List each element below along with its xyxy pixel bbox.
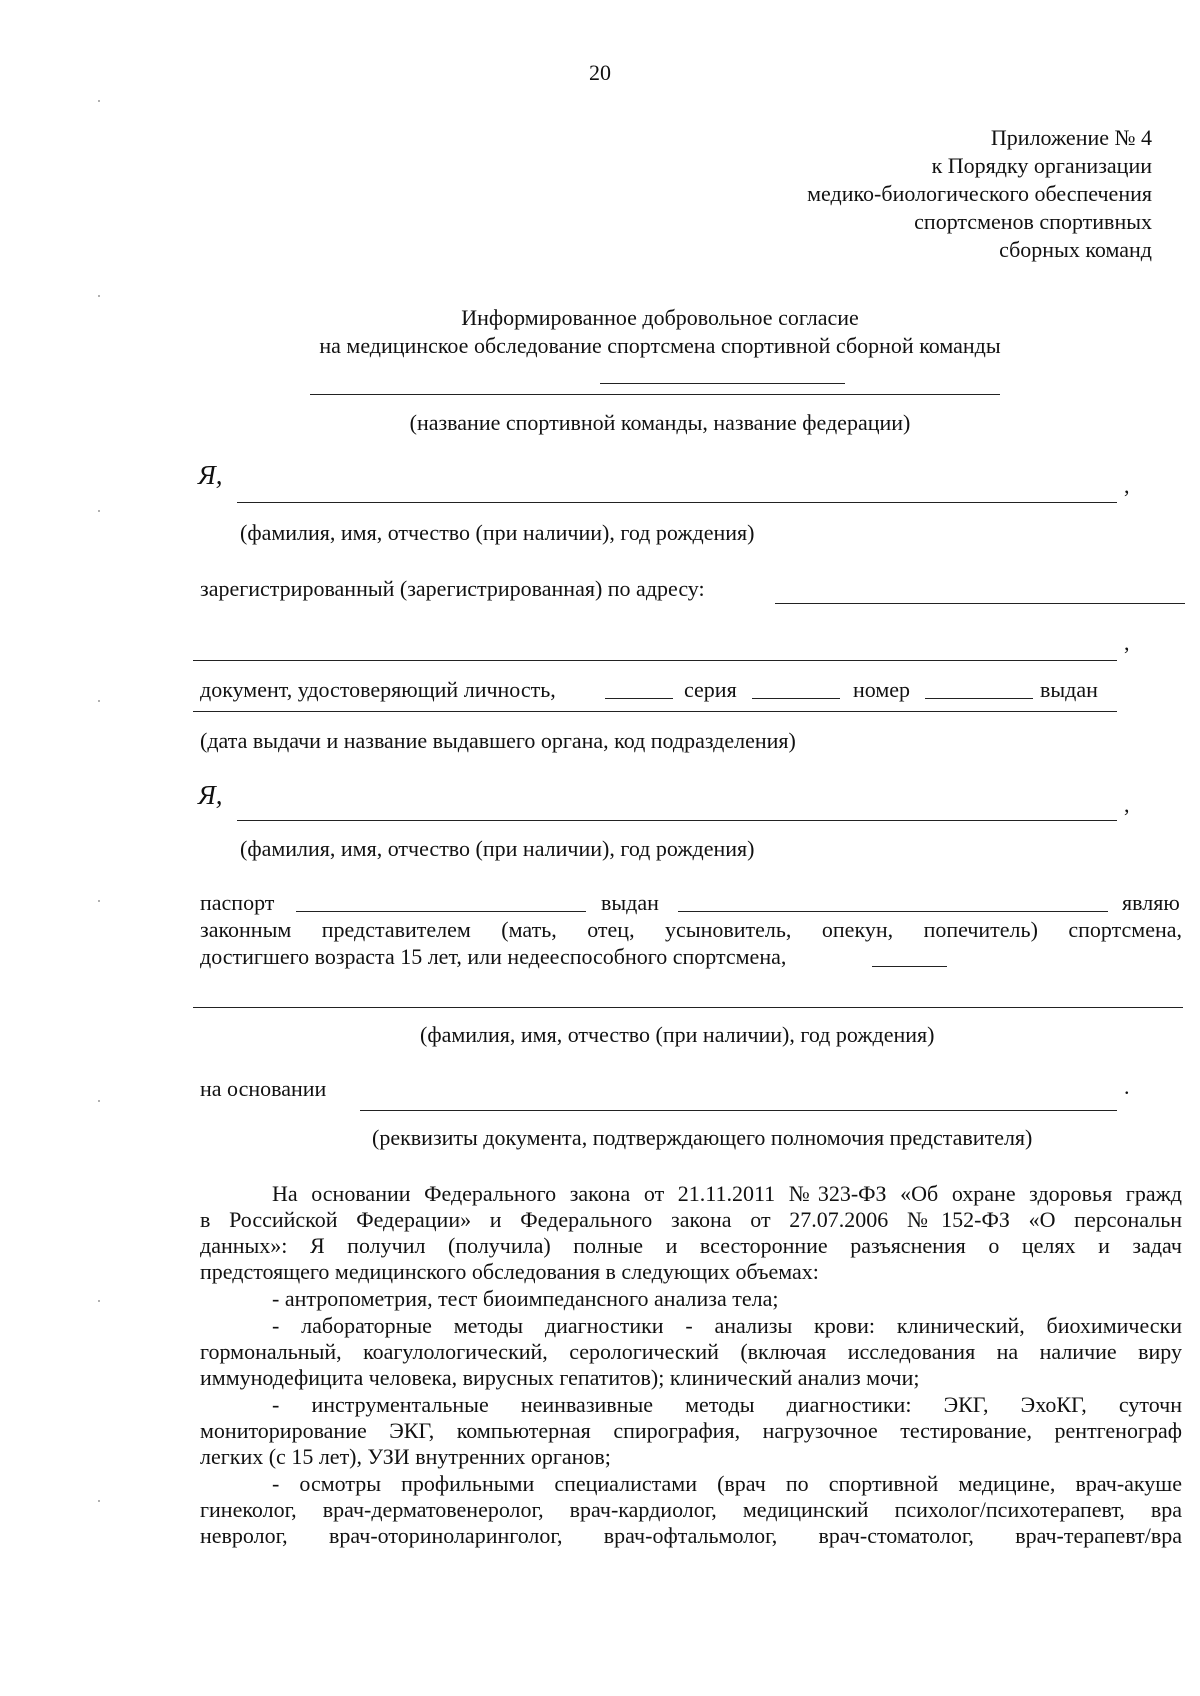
paragraph-line: в Российской Федерации» и Федерального закона от 27.07.2006 №152-ФЗ «О персональн — [200, 1207, 1182, 1232]
scan-dot — [98, 1300, 100, 1302]
appendix-line: спортсменов спортивных — [914, 209, 1152, 234]
passport-label: паспорт — [200, 890, 275, 915]
basis-label: на основании — [200, 1076, 327, 1101]
doc-label: документ, удостоверяющий личность, — [200, 677, 556, 702]
scan-dot — [98, 295, 100, 297]
list-item: иммунодефицита человека, вирусных гепатитов); клинический анализ мочи; — [200, 1365, 920, 1390]
registered-label: зарегистрированный (зарегистрированная) по адресу: — [200, 576, 705, 601]
scan-dot — [98, 510, 100, 512]
fio-line[interactable] — [237, 502, 1117, 503]
paragraph-line: предстоящего медицинского обследования в следующих объемах: — [200, 1259, 819, 1284]
doc-type-line[interactable] — [605, 698, 673, 699]
rep-text-line: законным представителем (мать, отец, усыновитель, опекун, попечитель) спортсмена, — [200, 917, 1182, 942]
rep-blank-line[interactable] — [872, 966, 947, 967]
team-name-line[interactable] — [310, 394, 1000, 395]
rep-text-line: достигшего возраста 15 лет, или недееспособного спортсмена, — [200, 944, 787, 969]
ya-label: Я, — [198, 460, 223, 490]
address-line[interactable] — [775, 603, 1185, 604]
page-number: 20 — [589, 60, 611, 85]
comma: , — [1124, 473, 1130, 498]
scan-dot — [98, 100, 100, 102]
series-label: серия — [684, 677, 737, 702]
passport-issued-label: выдан — [601, 890, 659, 915]
list-item: - осмотры профильными специалистами (врач по спортивной медицине, врач-акуше — [272, 1471, 1182, 1496]
series-line[interactable] — [752, 698, 840, 699]
fio-caption: (фамилия, имя, отчество (при наличии), год рождения) — [240, 520, 755, 545]
list-item: - лабораторные методы диагностики - анализы крови: клинический, биохимически — [272, 1313, 1182, 1338]
document-title: Информированное добровольное согласие — [461, 305, 859, 330]
list-item: - антропометрия, тест биоимпедансного анализа тела; — [272, 1286, 779, 1311]
appendix-line: медико-биологического обеспечения — [807, 181, 1152, 206]
issued-label: выдан — [1040, 677, 1098, 702]
appendix-line: к Порядку организации — [931, 153, 1152, 178]
scan-dot — [98, 1100, 100, 1102]
team-caption: (название спортивной команды, название федерации) — [409, 410, 911, 435]
basis-caption: (реквизиты документа, подтверждающего полномочия представителя) — [372, 1125, 1033, 1150]
passport-line[interactable] — [296, 911, 586, 912]
list-item: легких (с 15 лет), УЗИ внутренних органов; — [200, 1444, 611, 1469]
issue-caption: (дата выдачи и название выдавшего органа, код подразделения) — [200, 728, 796, 753]
list-item: невролог, врач-оториноларинголог, врач-офтальмолог, врач-стоматолог, врач-терапевт/вра — [200, 1523, 1182, 1548]
issued-line[interactable] — [193, 711, 1117, 712]
document-subtitle: на медицинское обследование спортсмена спортивной сборной команды — [319, 333, 1001, 358]
list-item: - инструментальные неинвазивные методы диагностики: ЭКГ, ЭхоКГ, суточн — [272, 1392, 1182, 1417]
rep-fio-line[interactable] — [237, 820, 1117, 821]
scan-dot — [98, 1500, 100, 1502]
appendix-line: сборных команд — [999, 237, 1152, 262]
paragraph-line: На основании Федерального закона от 21.11.2011 №323-ФЗ «Об охране здоровья гражд — [272, 1181, 1182, 1206]
ya-label: Я, — [198, 780, 223, 810]
list-item: гормональный, коагулологический, серологический (включая исследования на наличие виру — [200, 1339, 1182, 1364]
comma: , — [1124, 630, 1130, 655]
list-item: гинеколог, врач-дерматовенеролог, врач-кардиолог, медицинский психолог/психотерапевт, вра — [200, 1497, 1182, 1522]
scan-dot — [98, 700, 100, 702]
paragraph-line: данных»: Я получил (получила) полные и всесторонние разъяснения о целях и задач — [200, 1233, 1182, 1258]
list-item: мониторирование ЭКГ, компьютерная спирография, нагрузочное тестирование, рентгенограф — [200, 1418, 1182, 1443]
comma: , — [1124, 792, 1130, 817]
number-label: номер — [853, 677, 911, 702]
yavlyayus-text: являю — [1122, 890, 1180, 915]
fio-caption: (фамилия, имя, отчество (при наличии), год рождения) — [420, 1022, 935, 1047]
number-line[interactable] — [925, 698, 1033, 699]
passport-issued-line[interactable] — [678, 911, 1108, 912]
fio-caption: (фамилия, имя, отчество (при наличии), год рождения) — [240, 836, 755, 861]
appendix-line: Приложение № 4 — [990, 125, 1152, 150]
period: . — [1124, 1074, 1130, 1099]
scan-dot — [98, 900, 100, 902]
athlete-fio-line[interactable] — [193, 1007, 1183, 1008]
blank-line[interactable] — [600, 383, 845, 384]
basis-line[interactable] — [360, 1110, 1117, 1111]
address-line-2[interactable] — [193, 660, 1117, 661]
